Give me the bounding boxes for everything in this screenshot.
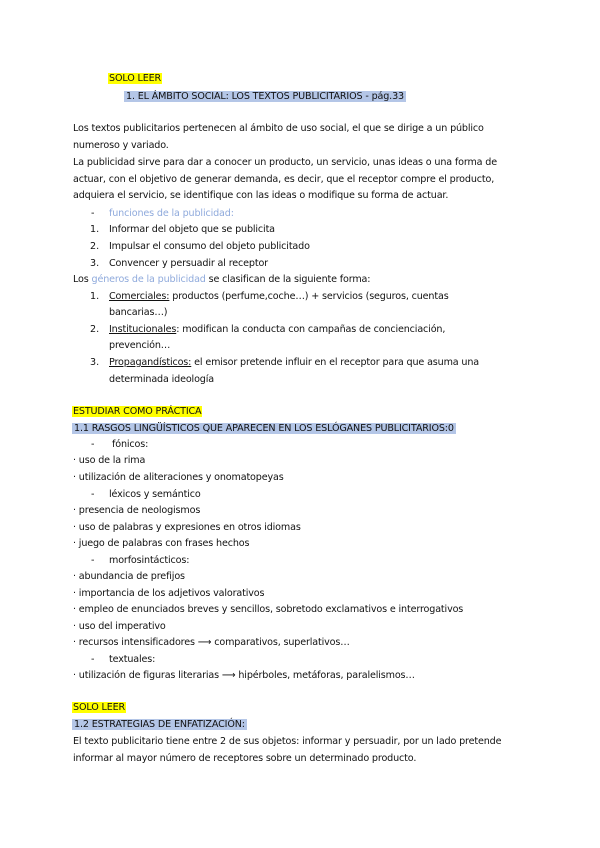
- bullet-dash: -: [91, 208, 95, 219]
- list-item: · recursos intensificadores ⟶ comparativos, superlativos…: [73, 637, 350, 648]
- group-textuales: textuales:: [109, 654, 156, 665]
- section2-heading: 1.1 RASGOS LINGÜÍSTICOS QUE APARECEN EN LOS ESLÓGANES PUBLICITARIOS:0: [74, 423, 454, 434]
- group-dash: -: [91, 489, 95, 500]
- genero-label: Institucionales: [109, 324, 177, 335]
- genero-item-line2: prevención…: [109, 340, 171, 351]
- funciones-title: funciones de la publicidad:: [109, 208, 234, 219]
- genero-item-line1: Comerciales: productos (perfume,coche…) + servicios (seguros, cuentas: [109, 291, 449, 302]
- para1-line1: Los textos publicitarios pertenecen al ámbito de uso social, el que se dirige a un público: [73, 123, 484, 134]
- section3-tag: SOLO LEER: [73, 702, 126, 713]
- genero-item-line1: Institucionales: modifican la conducta con campañas de concienciación,: [109, 324, 446, 335]
- para2-line2: actuar, con el objetivo de generar demanda, es decir, que el receptor compre el producto,: [73, 174, 495, 185]
- list-item: · juego de palabras con frases hechos: [73, 538, 250, 549]
- funcion-item: Convencer y persuadir al receptor: [109, 258, 268, 269]
- para2-line1: La publicidad sirve para dar a conocer un producto, un servicio, unas ideas o una forma de: [73, 157, 498, 168]
- group-dash: -: [91, 654, 95, 665]
- para3-line2: informar al mayor número de receptores sobre un determinado producto.: [73, 753, 417, 764]
- genero-number: 2.: [90, 324, 100, 335]
- genero-item-line2: bancarias…): [109, 307, 168, 318]
- section1-heading: 1. EL ÁMBITO SOCIAL: LOS TEXTOS PUBLICITARIOS - pág.33: [126, 91, 404, 102]
- para1-line2: numeroso y variado.: [73, 140, 169, 151]
- genero-number: 3.: [90, 357, 100, 368]
- generos-intro: Los géneros de la publicidad se clasifican de la siguiente forma:: [73, 274, 371, 285]
- funcion-number: 1.: [90, 224, 100, 235]
- list-item: · importancia de los adjetivos valorativos: [73, 588, 265, 599]
- list-item: · utilización de figuras literarias ⟶ hipérboles, metáforas, paralelismos…: [73, 670, 415, 681]
- section3-heading: 1.2 ESTRATEGIAS DE ENFATIZACIÓN:: [74, 719, 245, 730]
- funcion-number: 3.: [90, 258, 100, 269]
- para3-line1: El texto publicitario tiene entre 2 de sus objetos: informar y persuadir, por un lado pretende: [73, 736, 502, 747]
- group-lexicos: léxicos y semántico: [109, 489, 201, 500]
- group-morfo: morfosintácticos:: [109, 555, 190, 566]
- genero-number: 1.: [90, 291, 100, 302]
- para2-line3: adquiera el servicio, se identifique con las ideas o modifique su forma de actuar.: [73, 190, 449, 201]
- list-item: · uso de palabras y expresiones en otros idiomas: [73, 522, 301, 533]
- funcion-item: Impulsar el consumo del objeto publicitado: [109, 241, 310, 252]
- genero-item-line2: determinada ideología: [109, 374, 214, 385]
- section2-tag: ESTUDIAR COMO PRÁCTICA: [73, 406, 202, 417]
- list-item: · uso de la rima: [73, 455, 146, 466]
- list-item: · uso del imperativo: [73, 621, 166, 632]
- list-item: · abundancia de prefijos: [73, 571, 185, 582]
- list-item: · utilización de aliteraciones y onomatopeyas: [73, 472, 284, 483]
- genero-label: Propagandísticos:: [109, 357, 192, 368]
- section1-tag: SOLO LEER: [109, 73, 162, 84]
- group-dash: -: [91, 555, 95, 566]
- group-fonicos: fónicos:: [112, 439, 149, 450]
- funcion-number: 2.: [90, 241, 100, 252]
- list-item: · presencia de neologismos: [73, 505, 201, 516]
- funcion-item: Informar del objeto que se publicita: [109, 224, 275, 235]
- group-dash: -: [91, 439, 95, 450]
- list-item: · empleo de enunciados breves y sencillos, sobretodo exclamativos e interrogativos: [73, 604, 464, 615]
- genero-item-line1: Propagandísticos: el emisor pretende influir en el receptor para que asuma una: [109, 357, 479, 368]
- generos-link: géneros de la publicidad: [91, 274, 206, 285]
- genero-label: Comerciales:: [109, 291, 170, 302]
